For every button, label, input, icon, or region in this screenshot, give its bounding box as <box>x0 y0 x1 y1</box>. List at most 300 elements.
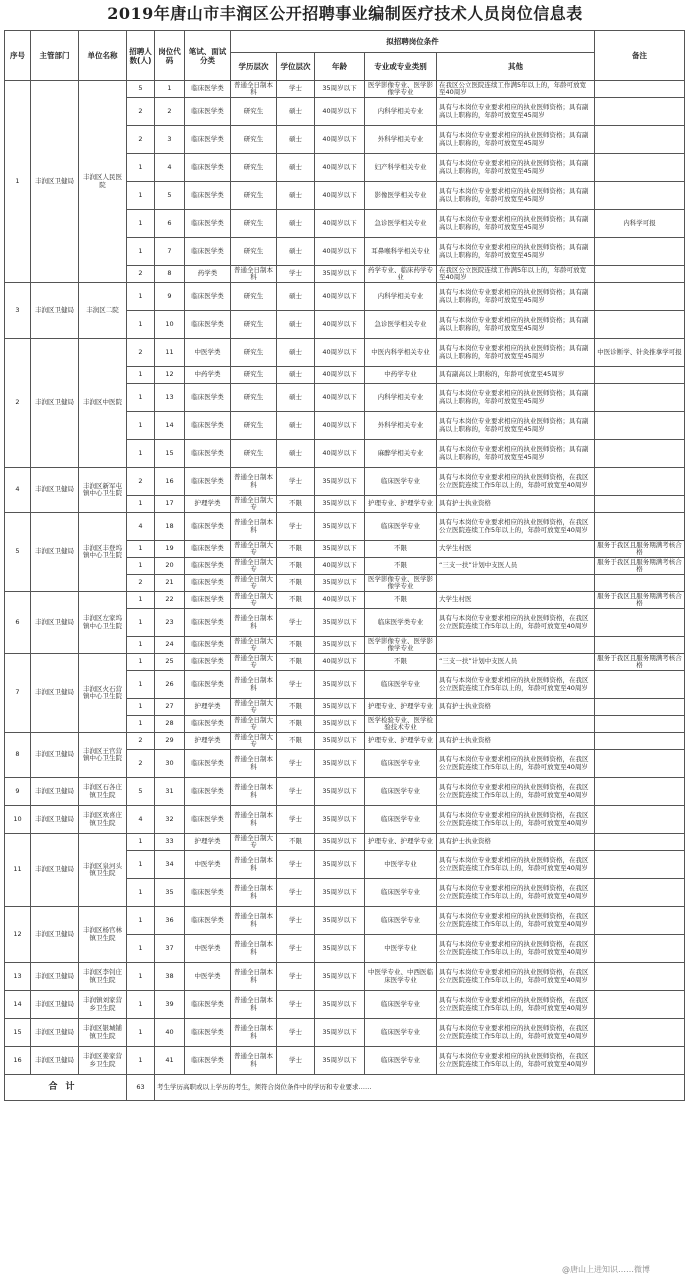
cell-code: 29 <box>155 733 185 750</box>
cell-exam: 临床医学类 <box>185 907 231 935</box>
table-row <box>5 806 685 834</box>
cell-remark <box>595 671 685 699</box>
cell-other <box>437 637 595 654</box>
cell-count: 1 <box>127 963 155 991</box>
group-seq: 2 <box>5 339 31 468</box>
cell-major: 内科学相关专业 <box>365 98 437 126</box>
cell-degree: 硕士 <box>277 412 315 440</box>
cell-count: 1 <box>127 716 155 733</box>
cell-other: 具有与本岗位专业要求相应的执业医师资格；具有副高以上职称的，年龄可放宽至45周岁 <box>437 210 595 238</box>
header-age: 年龄 <box>315 53 365 81</box>
cell-edu: 普通全日制大专 <box>231 592 277 609</box>
group-seq: 3 <box>5 283 31 339</box>
cell-edu: 普通全日制本科 <box>231 806 277 834</box>
total-note: 考生学历高职或以上学历的考生，须符合岗位条件中的学历和专业要求…… <box>155 1075 685 1101</box>
cell-major: 中医学专业 <box>365 935 437 963</box>
cell-count: 1 <box>127 238 155 266</box>
cell-count: 5 <box>127 81 155 98</box>
cell-major: 临床医学专业 <box>365 806 437 834</box>
cell-remark <box>595 311 685 339</box>
cell-age: 35周岁以下 <box>315 879 365 907</box>
cell-edu: 普通全日制大专 <box>231 733 277 750</box>
cell-exam: 护理学类 <box>185 699 231 716</box>
cell-other: 在我区公立医院连续工作满5年以上的，年龄可放宽至40周岁 <box>437 266 595 283</box>
cell-count: 2 <box>127 750 155 778</box>
cell-major: 临床医学专业 <box>365 750 437 778</box>
cell-edu: 普通全日制本科 <box>231 671 277 699</box>
cell-code: 16 <box>155 468 185 496</box>
cell-count: 1 <box>127 367 155 384</box>
cell-count: 4 <box>127 806 155 834</box>
cell-degree: 学士 <box>277 671 315 699</box>
cell-count: 1 <box>127 182 155 210</box>
cell-code: 37 <box>155 935 185 963</box>
cell-remark <box>595 716 685 733</box>
cell-remark: 内科学可报 <box>595 210 685 238</box>
page-title: 2019年唐山市丰润区公开招聘事业编制医疗技术人员岗位信息表 <box>107 4 583 23</box>
cell-exam: 中药学类 <box>185 367 231 384</box>
cell-age: 40周岁以下 <box>315 654 365 671</box>
cell-age: 40周岁以下 <box>315 283 365 311</box>
cell-remark <box>595 806 685 834</box>
cell-edu: 普通全日制本科 <box>231 851 277 879</box>
cell-exam: 临床医学类 <box>185 1047 231 1075</box>
cell-edu: 普通全日制本科 <box>231 266 277 283</box>
cell-exam: 临床医学类 <box>185 654 231 671</box>
cell-degree: 硕士 <box>277 126 315 154</box>
cell-exam: 临床医学类 <box>185 311 231 339</box>
cell-count: 1 <box>127 834 155 851</box>
cell-major: 医学影像专业、医学影像学专业 <box>365 81 437 98</box>
cell-count: 5 <box>127 778 155 806</box>
watermark: @唐山上进知识……微博 <box>562 1265 650 1274</box>
cell-major: 护理专业、护理学专业 <box>365 496 437 513</box>
cell-remark <box>595 879 685 907</box>
cell-count: 1 <box>127 412 155 440</box>
cell-age: 40周岁以下 <box>315 210 365 238</box>
cell-code: 7 <box>155 238 185 266</box>
cell-exam: 护理学类 <box>185 496 231 513</box>
group-unit: 丰润区杨官林镇卫生院 <box>79 907 127 963</box>
header-code: 岗位代码 <box>155 31 185 81</box>
cell-exam: 临床医学类 <box>185 671 231 699</box>
cell-other: “三支一扶”计划中支医人员 <box>437 558 595 575</box>
cell-edu: 研究生 <box>231 412 277 440</box>
cell-remark <box>595 834 685 851</box>
table-row <box>5 834 685 851</box>
group-dept: 丰润区卫健局 <box>31 991 79 1019</box>
cell-other: “三支一扶”计划中支医人员 <box>437 654 595 671</box>
cell-major: 外科学相关专业 <box>365 412 437 440</box>
cell-other: 具有与本岗位专业要求相应的执业医师资格；具有副高以上职称的，年龄可放宽至45周岁 <box>437 311 595 339</box>
cell-count: 1 <box>127 935 155 963</box>
cell-code: 25 <box>155 654 185 671</box>
cell-edu: 普通全日制本科 <box>231 991 277 1019</box>
cell-exam: 临床医学类 <box>185 210 231 238</box>
cell-other: 具有与本岗位专业要求相应的执业医师资格，在我区公立医院连续工作5年以上的，年龄可放宽至40周岁 <box>437 778 595 806</box>
cell-other: 具有与本岗位专业要求相应的执业医师资格，在我区公立医院连续工作5年以上的，年龄可放宽至40周岁 <box>437 1047 595 1075</box>
group-dept: 丰润区卫健局 <box>31 1019 79 1047</box>
cell-exam: 中医学类 <box>185 963 231 991</box>
cell-remark <box>595 1047 685 1075</box>
cell-degree: 硕士 <box>277 283 315 311</box>
cell-code: 24 <box>155 637 185 654</box>
cell-count: 1 <box>127 907 155 935</box>
cell-code: 26 <box>155 671 185 699</box>
cell-exam: 临床医学类 <box>185 991 231 1019</box>
cell-degree: 不限 <box>277 541 315 558</box>
cell-major: 临床医学专业 <box>365 1047 437 1075</box>
cell-exam: 临床医学类 <box>185 637 231 654</box>
total-row <box>5 1075 685 1101</box>
cell-exam: 临床医学类 <box>185 468 231 496</box>
cell-exam: 临床医学类 <box>185 778 231 806</box>
cell-major: 外科学相关专业 <box>365 126 437 154</box>
cell-code: 4 <box>155 154 185 182</box>
cell-edu: 普通全日制本科 <box>231 750 277 778</box>
group-unit: 丰润区左家坞镇中心卫生院 <box>79 592 127 654</box>
group-unit: 丰润区石各庄镇卫生院 <box>79 778 127 806</box>
group-seq: 4 <box>5 468 31 513</box>
cell-edu: 研究生 <box>231 384 277 412</box>
cell-other: 具有护士执业资格 <box>437 834 595 851</box>
cell-edu: 研究生 <box>231 440 277 468</box>
cell-other: 具有副高以上职称的，年龄可放宽至45周岁 <box>437 367 595 384</box>
cell-remark <box>595 699 685 716</box>
cell-other: 具有与本岗位专业要求相应的执业医师资格，在我区公立医院连续工作5年以上的，年龄可放宽至40周岁 <box>437 513 595 541</box>
cell-degree: 硕士 <box>277 98 315 126</box>
cell-count: 2 <box>127 468 155 496</box>
cell-age: 40周岁以下 <box>315 154 365 182</box>
cell-major: 内科学相关专业 <box>365 384 437 412</box>
cell-major: 医学影像专业、医学影像学专业 <box>365 637 437 654</box>
cell-degree: 学士 <box>277 1019 315 1047</box>
cell-edu: 研究生 <box>231 367 277 384</box>
cell-exam: 临床医学类 <box>185 283 231 311</box>
cell-other: 具有与本岗位专业要求相应的执业医师资格；具有副高以上职称的，年龄可放宽至45周岁 <box>437 98 595 126</box>
cell-age: 35周岁以下 <box>315 468 365 496</box>
cell-other: 具有与本岗位专业要求相应的执业医师资格，在我区公立医院连续工作5年以上的，年龄可放宽至40周岁 <box>437 935 595 963</box>
cell-major: 急诊医学相关专业 <box>365 210 437 238</box>
group-seq: 10 <box>5 806 31 834</box>
cell-degree: 学士 <box>277 963 315 991</box>
cell-age: 35周岁以下 <box>315 671 365 699</box>
cell-major: 不限 <box>365 654 437 671</box>
cell-count: 1 <box>127 210 155 238</box>
cell-age: 35周岁以下 <box>315 513 365 541</box>
header-count: 招聘人数(人) <box>127 31 155 81</box>
cell-age: 40周岁以下 <box>315 592 365 609</box>
cell-exam: 临床医学类 <box>185 541 231 558</box>
table-body <box>5 81 685 1075</box>
cell-other: 具有与本岗位专业要求相应的执业医师资格，在我区公立医院连续工作5年以上的，年龄可放宽至40周岁 <box>437 468 595 496</box>
cell-other: 大学生村医 <box>437 592 595 609</box>
cell-code: 9 <box>155 283 185 311</box>
cell-remark <box>595 963 685 991</box>
group-unit: 丰润区人民医院 <box>79 81 127 283</box>
cell-major: 临床医学专业 <box>365 671 437 699</box>
cell-age: 35周岁以下 <box>315 496 365 513</box>
cell-major: 临床医学专业 <box>365 1019 437 1047</box>
cell-degree: 硕士 <box>277 210 315 238</box>
cell-remark <box>595 384 685 412</box>
cell-degree: 学士 <box>277 806 315 834</box>
group-unit: 丰润区二院 <box>79 283 127 339</box>
cell-count: 1 <box>127 154 155 182</box>
cell-edu: 普通全日制本科 <box>231 963 277 991</box>
cell-remark <box>595 98 685 126</box>
cell-exam: 临床医学类 <box>185 806 231 834</box>
group-unit: 丰润区新军屯镇中心卫生院 <box>79 468 127 513</box>
cell-remark <box>595 182 685 210</box>
cell-exam: 药学类 <box>185 266 231 283</box>
group-dept: 丰润区卫健局 <box>31 733 79 778</box>
cell-other: 具有与本岗位专业要求相应的执业医师资格；具有副高以上职称的，年龄可放宽至45周岁 <box>437 154 595 182</box>
cell-degree: 硕士 <box>277 311 315 339</box>
cell-age: 35周岁以下 <box>315 575 365 592</box>
cell-exam: 临床医学类 <box>185 558 231 575</box>
cell-degree: 不限 <box>277 558 315 575</box>
cell-other: 具有与本岗位专业要求相应的执业医师资格；具有副高以上职称的，年龄可放宽至45周岁 <box>437 238 595 266</box>
cell-degree: 硕士 <box>277 367 315 384</box>
cell-exam: 临床医学类 <box>185 126 231 154</box>
cell-exam: 临床医学类 <box>185 412 231 440</box>
cell-other: 具有与本岗位专业要求相应的执业医师资格；具有副高以上职称的，年龄可放宽至45周岁 <box>437 283 595 311</box>
group-unit: 丰润区姜家营乡卫生院 <box>79 1047 127 1075</box>
group-seq: 13 <box>5 963 31 991</box>
cell-age: 40周岁以下 <box>315 182 365 210</box>
cell-code: 31 <box>155 778 185 806</box>
cell-code: 23 <box>155 609 185 637</box>
cell-major: 医学影像专业、医学影像学专业 <box>365 575 437 592</box>
cell-other: 具有与本岗位专业要求相应的执业医师资格；具有副高以上职称的，年龄可放宽至45周岁 <box>437 126 595 154</box>
group-unit: 丰润区中医院 <box>79 339 127 468</box>
cell-degree: 学士 <box>277 750 315 778</box>
cell-remark <box>595 468 685 496</box>
cell-degree: 不限 <box>277 496 315 513</box>
table-row <box>5 778 685 806</box>
cell-code: 41 <box>155 1047 185 1075</box>
cell-edu: 普通全日制本科 <box>231 935 277 963</box>
cell-remark <box>595 991 685 1019</box>
group-dept: 丰润区卫健局 <box>31 834 79 907</box>
cell-edu: 普通全日制大专 <box>231 496 277 513</box>
cell-degree: 学士 <box>277 468 315 496</box>
cell-code: 27 <box>155 699 185 716</box>
cell-code: 1 <box>155 81 185 98</box>
cell-other: 在我区公立医院连续工作满5年以上的，年龄可放宽至40周岁 <box>437 81 595 98</box>
group-dept: 丰润区卫健局 <box>31 513 79 592</box>
cell-count: 1 <box>127 558 155 575</box>
cell-count: 1 <box>127 311 155 339</box>
table-row <box>5 1047 685 1075</box>
cell-code: 2 <box>155 98 185 126</box>
cell-major: 急诊医学相关专业 <box>365 311 437 339</box>
cell-major: 临床医学专业 <box>365 468 437 496</box>
cell-code: 13 <box>155 384 185 412</box>
cell-age: 35周岁以下 <box>315 266 365 283</box>
cell-exam: 中医学类 <box>185 851 231 879</box>
cell-age: 40周岁以下 <box>315 238 365 266</box>
group-unit: 丰润镇刘家营乡卫生院 <box>79 991 127 1019</box>
group-unit: 丰润区欢喜庄镇卫生院 <box>79 806 127 834</box>
group-unit: 丰润区火石营镇中心卫生院 <box>79 654 127 733</box>
cell-exam: 临床医学类 <box>185 879 231 907</box>
cell-degree: 学士 <box>277 907 315 935</box>
cell-code: 6 <box>155 210 185 238</box>
cell-count: 1 <box>127 879 155 907</box>
cell-degree: 学士 <box>277 935 315 963</box>
cell-remark <box>595 266 685 283</box>
cell-major: 不限 <box>365 558 437 575</box>
cell-edu: 普通全日制本科 <box>231 1047 277 1075</box>
cell-remark <box>595 126 685 154</box>
cell-edu: 研究生 <box>231 238 277 266</box>
cell-age: 35周岁以下 <box>315 1047 365 1075</box>
cell-exam: 护理学类 <box>185 834 231 851</box>
cell-count: 1 <box>127 384 155 412</box>
cell-count: 1 <box>127 851 155 879</box>
cell-degree: 不限 <box>277 716 315 733</box>
cell-exam: 临床医学类 <box>185 182 231 210</box>
cell-remark <box>595 851 685 879</box>
cell-age: 40周岁以下 <box>315 339 365 367</box>
group-seq: 6 <box>5 592 31 654</box>
cell-age: 35周岁以下 <box>315 806 365 834</box>
cell-code: 5 <box>155 182 185 210</box>
cell-major: 临床医学类专业 <box>365 609 437 637</box>
cell-edu: 普通全日制大专 <box>231 637 277 654</box>
cell-major: 护理专业、护理学专业 <box>365 733 437 750</box>
group-seq: 7 <box>5 654 31 733</box>
cell-major: 护理专业、护理学专业 <box>365 699 437 716</box>
cell-exam: 临床医学类 <box>185 81 231 98</box>
cell-age: 35周岁以下 <box>315 699 365 716</box>
cell-code: 14 <box>155 412 185 440</box>
cell-remark <box>595 575 685 592</box>
cell-age: 35周岁以下 <box>315 733 365 750</box>
cell-edu: 普通全日制本科 <box>231 1019 277 1047</box>
cell-degree: 不限 <box>277 654 315 671</box>
group-seq: 14 <box>5 991 31 1019</box>
cell-exam: 护理学类 <box>185 733 231 750</box>
cell-remark <box>595 412 685 440</box>
cell-code: 38 <box>155 963 185 991</box>
header-conditions: 拟招聘岗位条件 <box>231 31 595 53</box>
cell-code: 20 <box>155 558 185 575</box>
cell-degree: 硕士 <box>277 440 315 468</box>
group-unit: 丰润区丰登坞镇中心卫生院 <box>79 513 127 592</box>
cell-other: 具有与本岗位专业要求相应的执业医师资格，在我区公立医院连续工作5年以上的，年龄可放宽至40周岁 <box>437 1019 595 1047</box>
cell-edu: 研究生 <box>231 154 277 182</box>
cell-code: 34 <box>155 851 185 879</box>
cell-degree: 不限 <box>277 834 315 851</box>
cell-age: 35周岁以下 <box>315 81 365 98</box>
cell-edu: 普通全日制本科 <box>231 468 277 496</box>
cell-remark <box>595 935 685 963</box>
cell-exam: 临床医学类 <box>185 513 231 541</box>
cell-age: 40周岁以下 <box>315 311 365 339</box>
group-unit: 丰润区泉河头镇卫生院 <box>79 834 127 907</box>
cell-code: 15 <box>155 440 185 468</box>
cell-degree: 学士 <box>277 609 315 637</box>
cell-remark <box>595 609 685 637</box>
cell-edu: 研究生 <box>231 126 277 154</box>
cell-exam: 临床医学类 <box>185 592 231 609</box>
cell-degree: 学士 <box>277 879 315 907</box>
table-row <box>5 513 685 541</box>
cell-age: 35周岁以下 <box>315 716 365 733</box>
cell-edu: 普通全日制本科 <box>231 879 277 907</box>
cell-edu: 普通全日制大专 <box>231 558 277 575</box>
cell-edu: 研究生 <box>231 283 277 311</box>
cell-remark <box>595 496 685 513</box>
cell-exam: 临床医学类 <box>185 575 231 592</box>
cell-edu: 普通全日制大专 <box>231 699 277 716</box>
cell-remark <box>595 440 685 468</box>
cell-exam: 临床医学类 <box>185 384 231 412</box>
table-row <box>5 654 685 671</box>
cell-age: 40周岁以下 <box>315 126 365 154</box>
cell-age: 40周岁以下 <box>315 558 365 575</box>
cell-other: 具有与本岗位专业要求相应的执业医师资格；具有副高以上职称的，年龄可放宽至45周岁 <box>437 339 595 367</box>
cell-degree: 硕士 <box>277 154 315 182</box>
cell-code: 18 <box>155 513 185 541</box>
cell-other: 具有护士执业资格 <box>437 733 595 750</box>
cell-degree: 硕士 <box>277 384 315 412</box>
cell-degree: 学士 <box>277 778 315 806</box>
cell-count: 1 <box>127 283 155 311</box>
cell-code: 35 <box>155 879 185 907</box>
group-seq: 5 <box>5 513 31 592</box>
cell-remark <box>595 238 685 266</box>
group-dept: 丰润区卫健局 <box>31 806 79 834</box>
cell-code: 17 <box>155 496 185 513</box>
cell-count: 2 <box>127 733 155 750</box>
cell-edu: 研究生 <box>231 182 277 210</box>
cell-age: 35周岁以下 <box>315 637 365 654</box>
cell-age: 35周岁以下 <box>315 834 365 851</box>
group-dept: 丰润区卫健局 <box>31 468 79 513</box>
group-unit: 丰润区李钊庄镇卫生院 <box>79 963 127 991</box>
cell-edu: 普通全日制大专 <box>231 654 277 671</box>
cell-edu: 研究生 <box>231 98 277 126</box>
cell-age: 35周岁以下 <box>315 541 365 558</box>
cell-remark: 服务于我区且服务期满考核合格 <box>595 541 685 558</box>
cell-other: 具有护士执业资格 <box>437 699 595 716</box>
cell-code: 21 <box>155 575 185 592</box>
cell-age: 35周岁以下 <box>315 1019 365 1047</box>
group-dept: 丰润区卫健局 <box>31 592 79 654</box>
cell-code: 28 <box>155 716 185 733</box>
group-dept: 丰润区卫健局 <box>31 283 79 339</box>
cell-edu: 普通全日制本科 <box>231 609 277 637</box>
cell-remark <box>595 283 685 311</box>
cell-edu: 普通全日制大专 <box>231 541 277 558</box>
cell-remark <box>595 778 685 806</box>
table-row <box>5 991 685 1019</box>
cell-other: 具有与本岗位专业要求相应的执业医师资格，在我区公立医院连续工作5年以上的，年龄可放宽至40周岁 <box>437 806 595 834</box>
table-row <box>5 733 685 750</box>
cell-remark <box>595 733 685 750</box>
table-row <box>5 592 685 609</box>
cell-count: 4 <box>127 513 155 541</box>
cell-count: 1 <box>127 1019 155 1047</box>
cell-code: 12 <box>155 367 185 384</box>
positions-table <box>4 30 685 1101</box>
total-label: 合计 <box>5 1075 127 1101</box>
cell-degree: 硕士 <box>277 238 315 266</box>
